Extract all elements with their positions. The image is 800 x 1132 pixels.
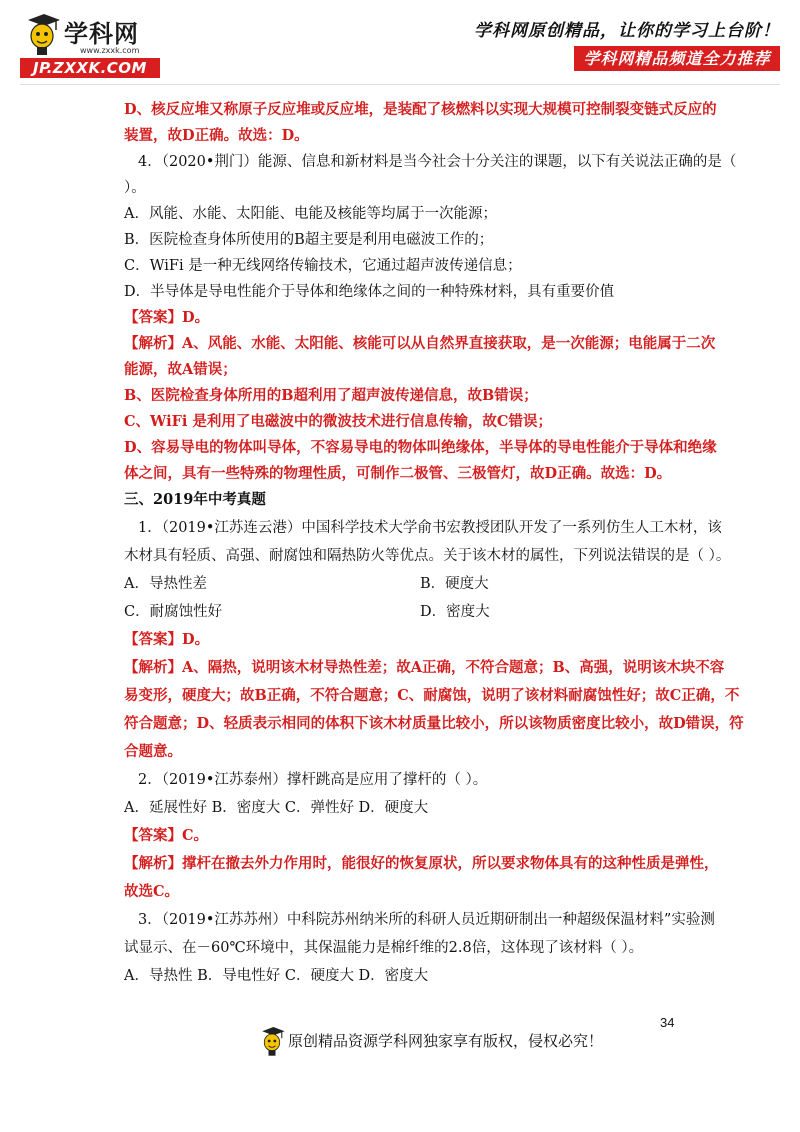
text-line: 【答案】D。 [124,309,210,326]
text-line: A．导热性差 [124,576,207,592]
text-line: 【答案】C。 [124,827,209,844]
text-line: A．延展性好 B．密度大 C．弹性好 D．硬度大 [124,800,429,816]
text-line: 3．（2019•江苏苏州）中科院苏州纳米所的科研人员近期研制出一种超级保温材料”实验测 [138,912,715,928]
text-line: ）。 [124,180,146,196]
text-line: 故选C。 [124,883,180,900]
text-line: A．导热性 B．导电性好 C．硬度大 D．密度大 [124,968,429,984]
text-line: 【解析】撑杆在撤去外力作用时，能很好的恢复原状，所以要求物体具有的这种性质是弹性， [124,855,719,872]
text-line: 【解析】A、隔热，说明该木材导热性差；故A正确，不符合题意；B、高强，说明该木块不容 [124,659,725,676]
text-line: C、WiFi 是利用了电磁波中的微波技术进行信息传输，故C错误； [124,413,552,430]
header-banner: 学科网精品频道全力推荐 [574,46,780,71]
text-line: 装置，故D正确。故选：D。 [124,127,309,144]
text-line: 体之间，具有一些特殊的物理性质，可制作二极管、三极管灯，故D正确。故选：D。 [124,465,672,482]
page-header [0,0,800,95]
text-line: 【答案】D。 [124,631,210,648]
logo-url-badge: JP.ZXXK.COM [20,58,160,78]
text-line: 能源，故A错误； [124,361,237,378]
text-line: 1．（2019•江苏连云港）中国科学技术大学俞书宏教授团队开发了一系列仿生人工木材，该 [138,520,722,536]
mascot-icon [22,12,62,56]
text-line: 2．（2019•江苏泰州）撑杆跳高是应用了撑杆的（ ）。 [138,772,488,788]
text-line: B、医院检查身体所用的B超利用了超声波传递信息，故B错误； [124,387,538,404]
page-number: 34 [660,1015,675,1030]
text-line: 合题意。 [124,743,182,760]
text-line: 4．（2020•荆门）能源、信息和新材料是当今社会十分关注的课题，以下有关说法正确的是（ [138,154,737,170]
text-line: A．风能、水能、太阳能、电能及核能等均属于一次能源； [124,206,497,222]
logo-domain: www.zxxk.com [80,46,140,55]
text-line: 【解析】A、风能、水能、太阳能、核能可以从自然界直接获取，是一次能源；电能属于二次 [124,335,716,352]
text-line: 符合题意；D、轻质表示相同的体积下该木材质量比较小，所以该物质密度比较小，故D错误，符 [124,715,744,732]
text-line: C．耐腐蚀性好 [124,604,223,620]
text-line: D．密度大 [420,604,490,620]
text-line: B．硬度大 [420,576,489,592]
text-line: D、核反应堆又称原子反应堆或反应堆，是装配了核燃料以实现大规模可控制裂变链式反应的 [124,101,717,118]
site-logo[interactable] [20,12,165,78]
text-line: B．医院检查身体所使用的B超主要是利用电磁波工作的； [124,232,494,248]
text-line: D．半导体是导电性能介于导体和绝缘体之间的一种特殊材料，具有重要价值 [124,284,615,300]
header-slogan: 学科网原创精品，让你的学习上台阶！ [474,21,780,41]
logo-text: 学科网 [64,20,139,48]
text-line: 易变形，硬度大；故B正确，不符合题意；C、耐腐蚀，说明了该材料耐腐蚀性好；故C正确，不 [124,687,740,704]
copyright-notice: 原创精品资源学科网独家享有版权，侵权必究！ [288,1032,604,1050]
text-line: 试显示、在－60℃环境中，其保温能力是棉纤维的2.8倍，这体现了该材料（ ）。 [124,940,644,956]
mascot-icon [258,1024,286,1058]
text-line: C．WiFi 是一种无线网络传输技术，它通过超声波传递信息； [124,258,522,274]
text-line: 木材具有轻质、高强、耐腐蚀和隔热防火等优点。关于该木材的属性，下列说法错误的是（ ）。 [124,548,731,564]
section-heading: 三、2019年中考真题 [124,491,266,508]
header-divider [20,84,780,85]
text-line: D、容易导电的物体叫导体，不容易导电的物体叫绝缘体，半导体的导电性能介于导体和绝缘 [124,439,717,456]
